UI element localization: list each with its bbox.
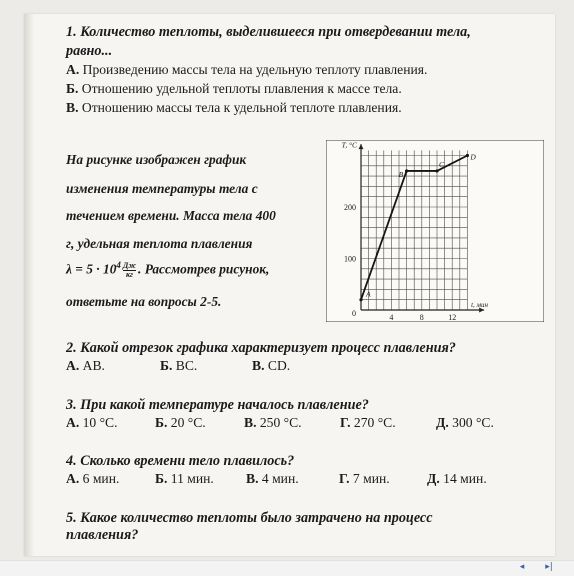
- point-b: [405, 169, 408, 172]
- answer-letter: Г.: [339, 471, 350, 486]
- point-c: [435, 169, 438, 172]
- question2-prompt: 2. Какой отрезок графика характеризует процесс плавления?: [66, 340, 456, 356]
- option-text: Отношению массы тела к удельной теплоте плавления.: [81, 100, 402, 115]
- question3-answer-d: [340, 415, 396, 431]
- intro-last-line: ответьте на вопросы 2-5.: [66, 294, 222, 309]
- option-letter: Б.: [66, 81, 79, 96]
- question4-prompt: 4. Сколько времени тело плавилось?: [66, 453, 295, 469]
- chart-frame: [326, 140, 544, 322]
- temperature-time-chart: [326, 140, 544, 322]
- paper-shadow-edge: [24, 14, 34, 556]
- option-text: Произведению массы тела на удельную теплоту плавления.: [82, 62, 428, 77]
- answer-text: 270 °С.: [353, 415, 396, 430]
- point-d: [466, 154, 469, 157]
- point-label-d: D: [470, 152, 476, 162]
- option-letter: В.: [66, 100, 79, 115]
- question2-answer-c: [252, 358, 290, 374]
- x-tick-label: 12: [448, 313, 457, 322]
- intro-line-1: На рисунке изображен график: [66, 152, 247, 167]
- question1-option-a: [66, 62, 427, 78]
- y-tick-label: 100: [344, 254, 356, 264]
- question3-answer-c: [244, 415, 302, 431]
- lambda-unit-den: кг: [125, 269, 133, 279]
- option-letter: А.: [66, 62, 80, 77]
- question5-prompt-cont: плавления?: [66, 527, 139, 543]
- lambda-suffix: . Рассмотрев рисунок,: [138, 261, 270, 277]
- lambda-unit: [123, 262, 136, 279]
- answer-text: 7 мин.: [352, 471, 390, 486]
- point-label-b: B: [398, 169, 404, 179]
- point-label-c: C: [439, 159, 445, 169]
- answer-letter: Б.: [160, 358, 173, 373]
- lambda-unit-num: Дж: [122, 260, 136, 270]
- lambda-formula: λ = 5 · 10: [66, 261, 117, 277]
- x-axis-label: t, мин: [471, 301, 489, 309]
- answer-letter: Д.: [436, 415, 449, 430]
- viewer-bottom-bar: [0, 560, 574, 576]
- question2-answer-b: [160, 358, 197, 374]
- question1-prompt: 1. Количество теплоты, выделившееся при отвердевании тела,: [66, 24, 471, 40]
- answer-text: 4 мин.: [261, 471, 299, 486]
- answer-letter: Г.: [340, 415, 351, 430]
- question1-option-c: [66, 100, 402, 116]
- answer-text: 11 мин.: [170, 471, 214, 486]
- y-tick-label: 200: [344, 203, 356, 212]
- intro-line-2: изменения температуры тела с: [66, 181, 258, 196]
- question1-prompt-cont: равно...: [66, 43, 113, 59]
- answer-text: 10 °С.: [82, 415, 118, 430]
- x-tick-label: 8: [419, 313, 424, 322]
- answer-text: 250 °С.: [259, 415, 302, 430]
- origin-label: 0: [352, 309, 356, 318]
- answer-text: 6 мин.: [82, 471, 120, 486]
- answer-letter: Д.: [427, 471, 440, 486]
- answer-letter: В.: [252, 358, 265, 373]
- answer-letter: Б.: [155, 471, 168, 486]
- intro-line-3: течением времени. Масса тела 400: [66, 208, 276, 223]
- intro-lambda-line: [66, 260, 269, 279]
- question4-answer-e: [427, 471, 487, 487]
- question3-prompt: 3. При какой температуре началось плавление?: [66, 397, 369, 413]
- answer-letter: В.: [244, 415, 257, 430]
- answer-letter: А.: [66, 471, 80, 486]
- answer-letter: А.: [66, 415, 80, 430]
- answer-letter: В.: [246, 471, 259, 486]
- option-text: Отношению удельной теплоты плавления к массе тела.: [81, 81, 402, 96]
- question3-answer-e: [436, 415, 494, 431]
- answer-text: 20 °С.: [170, 415, 206, 430]
- y-axis-label: T, °C: [341, 140, 357, 150]
- prev-page-icon[interactable]: ◂: [519, 562, 525, 572]
- intro-line-4: г, удельная теплота плавления: [66, 236, 253, 251]
- x-tick-label: 4: [389, 313, 394, 322]
- question4-answer-c: [246, 471, 299, 487]
- answer-text: CD.: [267, 358, 291, 373]
- lambda-exponent: 4: [116, 260, 121, 270]
- answer-text: ВС.: [175, 358, 198, 373]
- question3-answer-b: [155, 415, 206, 431]
- question4-answer-d: [339, 471, 390, 487]
- question4-answer-b: [155, 471, 214, 487]
- answer-text: 14 мин.: [443, 471, 487, 486]
- answer-letter: Б.: [155, 415, 168, 430]
- answer-letter: А.: [66, 358, 80, 373]
- answer-text: 300 °С.: [452, 415, 494, 430]
- question5-prompt: 5. Какое количество теплоты было затрачено на процесс: [66, 510, 433, 526]
- next-page-icon[interactable]: ▸|: [545, 562, 553, 572]
- point-label-a: A: [366, 289, 371, 299]
- question4-answer-a: [66, 471, 119, 487]
- question2-answer-a: [66, 358, 105, 374]
- question1-option-b: [66, 81, 402, 97]
- point-a: [359, 298, 362, 301]
- answer-text: АВ.: [82, 358, 105, 373]
- question3-answer-a: [66, 415, 118, 431]
